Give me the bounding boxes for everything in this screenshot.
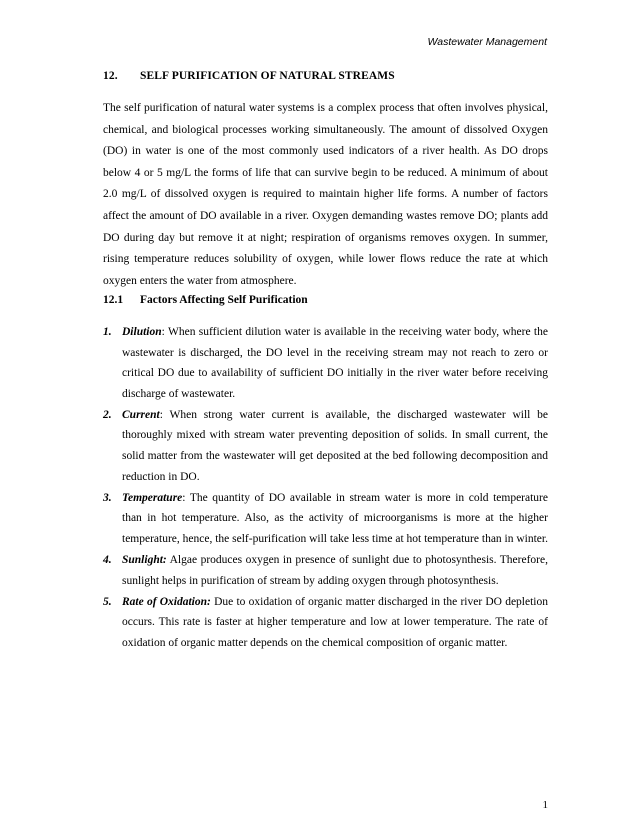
factor-item-temperature	[103, 488, 548, 550]
factor-text: When strong water current is available, the discharged wastewater will be thoroughly mixed with stream water preventing deposition of solids. In small current, the solid matter from the wastewater will get deposited at the bed following decomposition and reduction in DO.	[122, 408, 548, 483]
factor-item-current	[103, 405, 548, 487]
page-number: 1	[542, 799, 548, 811]
factor-separator: :	[182, 491, 186, 504]
factor-term: Rate of Oxidation:	[122, 595, 211, 608]
section-title: SELF PURIFICATION OF NATURAL STREAMS	[140, 70, 395, 82]
factor-term: Sunlight:	[122, 554, 167, 567]
factor-text: Algae produces oxygen in presence of sunlight due to photosynthesis. Therefore, sunlight helps in purification of stream by adding oxygen through photosynthesis.	[122, 554, 548, 587]
factor-item-sunlight	[103, 550, 548, 591]
factor-index: 4.	[103, 554, 112, 567]
factor-text: The quantity of DO available in stream water is more in cold temperature than in hot temperature. Also, as the activity of microorganisms is more at the higher temperature, hence, the self-purification will take less time at hot temperature than in winter.	[122, 491, 548, 545]
factor-item-dilution	[103, 322, 548, 404]
factor-index: 3.	[103, 491, 112, 504]
factors-list	[103, 322, 548, 654]
factor-separator: :	[161, 326, 165, 338]
factor-index: 2.	[103, 408, 112, 421]
factor-index: 5.	[103, 595, 112, 608]
running-header: Wastewater Management	[427, 36, 547, 48]
subsection-heading	[103, 294, 308, 306]
factor-text: When sufficient dilution water is available in the receiving water body, where the wastewater is discharged, the DO level in the receiving stream may not reach to zero or critical DO due to availability of sufficient DO initially in the river water before receiving discharge of wastewater.	[122, 326, 548, 400]
section-heading	[103, 70, 395, 82]
subsection-title: Factors Affecting Self Purification	[140, 294, 308, 306]
factor-text: Due to oxidation of organic matter discharged in the river DO depletion occurs. This rate is faster at higher temperature and low at lower temperature. The rate of oxidation of organic matter depends on the chemical composition of organic matter.	[122, 595, 548, 649]
subsection-number: 12.1	[103, 294, 124, 306]
factor-index: 1.	[103, 326, 112, 338]
factor-term: Temperature	[122, 491, 183, 504]
section-number: 12.	[103, 70, 118, 82]
factor-term: Current	[122, 408, 160, 421]
factor-separator: :	[159, 408, 163, 421]
factor-item-rate-of-oxidation	[103, 592, 548, 654]
factor-term: Dilution	[122, 326, 162, 338]
intro-paragraph: The self purification of natural water systems is a complex process that often involves physical, chemical, and biological processes working simultaneously. The amount of dissolved Oxygen (DO) in water is one of the most commonly used indicators of a river health. As DO drops below 4 or 5 mg/L the forms of life that can survive begin to be reduced. A minimum of about 2.0 mg/L of dissolved oxygen is required to maintain higher life forms. A number of factors affect the amount of DO available in a river. Oxygen demanding wastes remove DO; plants add DO during day but remove it at night; respiration of organisms removes oxygen. In summer, rising temperature reduces solubility of oxygen, while lower flows reduce the rate at which oxygen enters the water from atmosphere.	[103, 102, 548, 287]
